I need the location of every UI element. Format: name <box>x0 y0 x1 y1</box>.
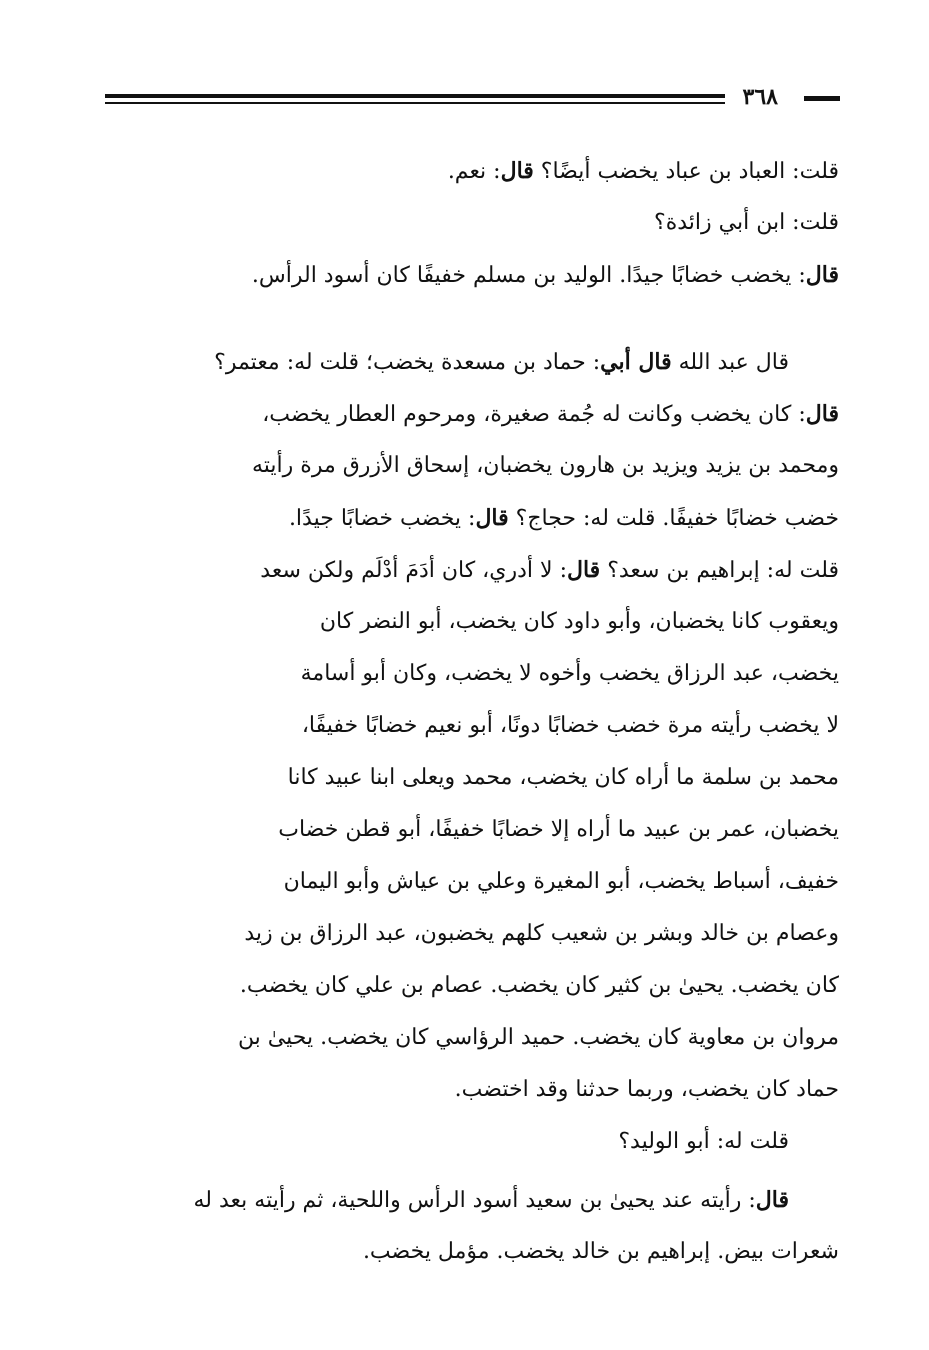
text-line <box>104 1064 839 1116</box>
text-run: وعصام بن خالد وبشر بن شعيب كلهم يخضبون، عبد الرزاق بن زيد <box>244 921 839 946</box>
text-line <box>104 492 839 544</box>
text-line <box>104 388 839 440</box>
header-rule-thin <box>105 102 725 104</box>
text-run: قلت: العباد بن عباد يخضب أيضًا؟ <box>533 159 839 184</box>
text-run: مروان بن معاوية كان يخضب. حميد الرؤاسي كان يخضب. يحيىٰ بن <box>237 1025 839 1050</box>
text-line <box>104 1012 839 1064</box>
text-line <box>104 197 839 249</box>
text-run: يخضبان، عمر بن عبيد ما أراه إلا خضابًا خفيفًا، أبو قطن خضاب <box>278 817 839 842</box>
text-run: محمد بن سلمة ما أراه كان يخضب، محمد ويعلى ابنا عبيد كانا <box>287 765 839 790</box>
speaker-label: قال <box>755 1187 789 1213</box>
speaker-label: قال أبي <box>600 349 672 375</box>
text-run: : يخضب خضابًا جيدًا. الوليد بن مسلم خفيفًا كان أسود الرأس. <box>251 263 806 288</box>
text-run: لا يخضب رأيته مرة خضب خضابًا دونًا، أبو نعيم خضابًا خفيفًا، <box>301 713 839 738</box>
text-line <box>104 960 839 1012</box>
text-run: : لا أدري، كان أدَمَ أدْلَم ولكن سعد <box>260 558 567 583</box>
text-run: خضب خضابًا خفيفًا. قلت له: حجاج؟ <box>508 506 839 531</box>
text-line <box>104 648 839 700</box>
text-run: : حماد بن مسعدة يخضب؛ قلت له: معتمر؟ <box>214 350 601 375</box>
text-run: ويعقوب كانا يخضبان، وأبو داود كان يخضب، أبو النضر كان <box>319 609 839 634</box>
speaker-label: قال <box>500 158 534 184</box>
text-line <box>104 596 839 648</box>
page-number: ٣٦٨ <box>742 84 778 110</box>
text-line <box>104 544 839 596</box>
text-line <box>104 145 839 197</box>
text-line <box>104 856 839 908</box>
text-run: قال عبد الله <box>671 350 789 375</box>
text-run: حماد كان يخضب، وربما حدثنا وقد اختضب. <box>454 1077 839 1102</box>
page-number-dash <box>804 96 840 101</box>
text-line <box>104 440 839 492</box>
text-run: خفيف، أسباط يخضب، أبو المغيرة وعلي بن عياش وأبو اليمان <box>283 869 839 894</box>
body-text <box>104 145 839 1278</box>
text-line <box>104 336 839 388</box>
text-line <box>104 249 839 301</box>
text-run: : كان يخضب وكانت له جُمة صغيرة، ومرحوم العطار يخضب، <box>262 402 806 427</box>
text-run: قلت له: أبو الوليد؟ <box>618 1129 789 1154</box>
page-header <box>105 84 840 114</box>
text-run: قلت له: إبراهيم بن سعد؟ <box>600 558 839 583</box>
text-line <box>104 1226 839 1278</box>
text-run: : نعم. <box>447 159 501 184</box>
text-line <box>104 1116 839 1168</box>
text-run: كان يخضب. يحيىٰ بن كثير كان يخضب. عصام بن علي كان يخضب. <box>239 973 839 998</box>
text-run: : يخضب خضابًا جيدًا. <box>288 506 476 531</box>
text-line <box>104 804 839 856</box>
text-run: يخضب، عبد الرزاق يخضب وأخوه لا يخضب، وكان أبو أسامة <box>300 661 839 686</box>
text-line <box>104 752 839 804</box>
paragraph-gap <box>104 301 839 336</box>
speaker-label: قال <box>566 557 601 583</box>
text-run: : رأيته عند يحيىٰ بن سعيد أسود الرأس واللحية، ثم رأيته بعد له <box>193 1188 756 1213</box>
header-rule-thick <box>105 94 725 98</box>
speaker-label: قال <box>475 505 509 531</box>
text-line <box>104 1174 839 1226</box>
text-run: قلت: ابن أبي زائدة؟ <box>654 210 839 235</box>
text-run: ومحمد بن يزيد ويزيد بن هارون يخضبان، إسحاق الأزرق مرة رأيته <box>252 453 839 478</box>
text-run: شعرات بيض. إبراهيم بن خالد يخضب. مؤمل يخضب. <box>362 1239 839 1264</box>
speaker-label: قال <box>805 401 839 427</box>
text-line <box>104 908 839 960</box>
speaker-label: قال <box>805 262 839 288</box>
text-line <box>104 700 839 752</box>
